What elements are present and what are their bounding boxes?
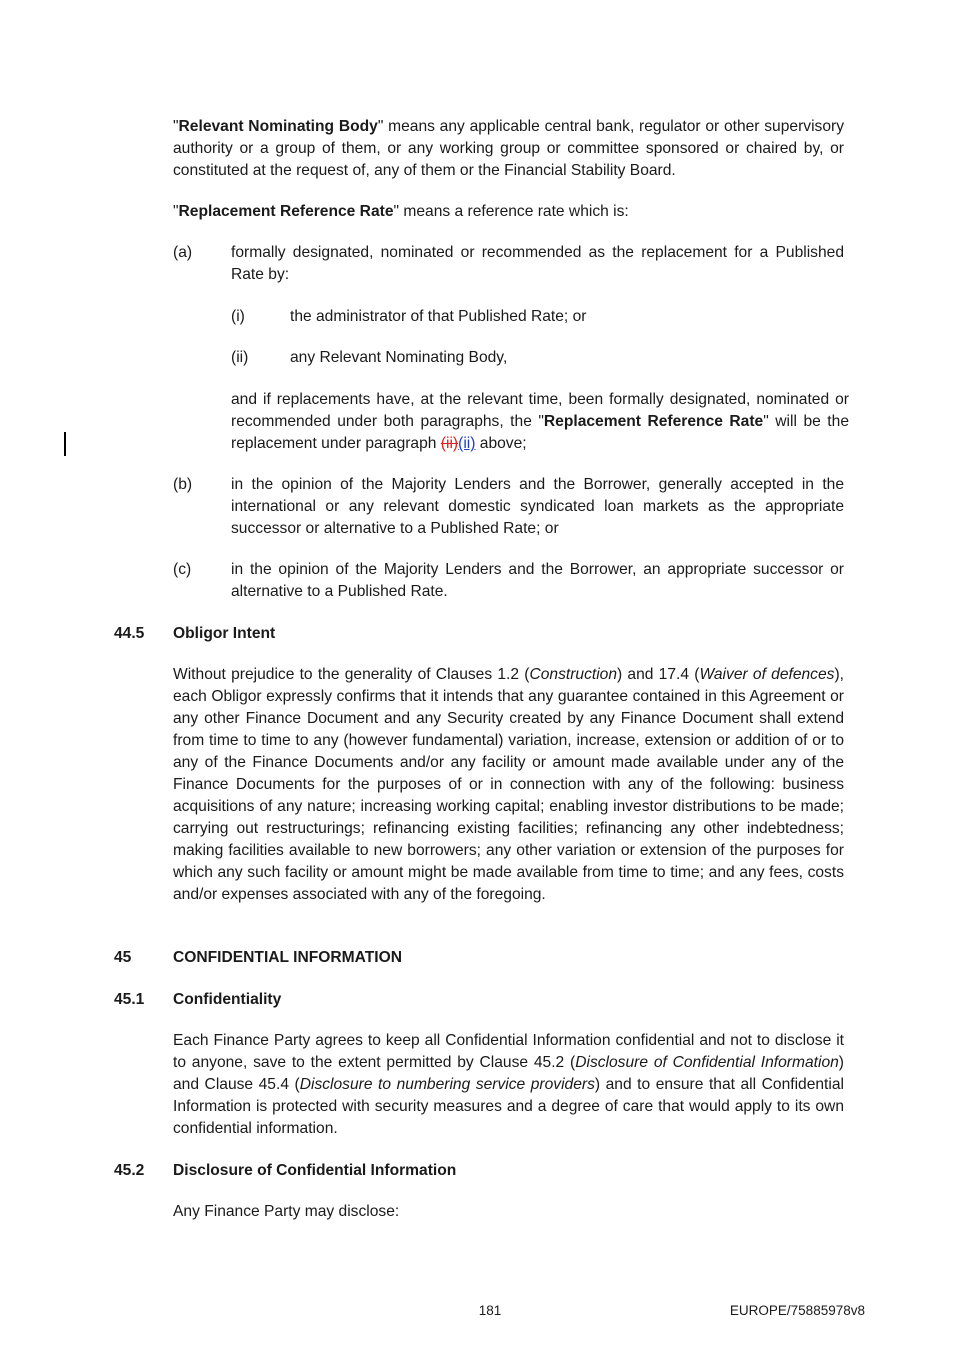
tracked-deletion: (ii) (440, 435, 459, 452)
clause-45-1-body: Each Finance Party agrees to keep all Confidential Information confidential and not to disclose it to anyone, save to the extent permitted by Clause 45.2 (Disclosure of Confidential Information) and Clause 45.4 (Disclosure to numbering service providers) and to ensure that all Confidential Information is protected with security measures and a degree of care that would apply to its own confidential information. (173, 1032, 844, 1137)
tracked-insertion: (ii) (458, 435, 476, 452)
definition-replacement-reference-rate: "Replacement Reference Rate" means a reference rate which is: (173, 203, 629, 220)
clause-number-45-1: 45.1 (114, 991, 145, 1008)
item-text-b: in the opinion of the Majority Lenders and the Borrower, generally accepted in the international or any relevant domestic syndicated loan markets as the appropriate successor or alternative to a Published Rate; or (231, 476, 844, 537)
clause-heading-confidential-information: CONFIDENTIAL INFORMATION (173, 949, 402, 966)
clause-heading-confidentiality: Confidentiality (173, 991, 282, 1008)
item-a-tail: and if replacements have, at the relevant time, been formally designated, nominated or recommended under both paragraphs, the "Replacement Reference Rate" will be the replacement under paragraph (ii)(ii) above; (231, 391, 849, 452)
subitem-label-i: (i) (231, 308, 245, 325)
item-label-a: (a) (173, 244, 193, 261)
subitem-text-ii: any Relevant Nominating Body, (290, 349, 508, 366)
item-text-c: in the opinion of the Majority Lenders and the Borrower, an appropriate successor or alternative to a Published Rate. (231, 561, 844, 600)
definition-relevant-nominating-body: "Relevant Nominating Body" means any applicable central bank, regulator or other supervisory authority or a group of them, or any working group or committee sponsored or chaired by, or constituted at the request of, any of them or the Financial Stability Board. (173, 118, 844, 179)
page-number: 181 (478, 1303, 502, 1318)
clause-number-44-5: 44.5 (114, 625, 145, 642)
clause-number-45-2: 45.2 (114, 1162, 145, 1179)
clause-heading-disclosure: Disclosure of Confidential Information (173, 1162, 457, 1179)
subitem-text-i: the administrator of that Published Rate; or (290, 308, 587, 325)
document-reference: EUROPE/75885978v8 (729, 1303, 865, 1318)
item-label-b: (b) (173, 476, 193, 493)
defined-term: Replacement Reference Rate (178, 203, 394, 220)
clause-45-2-body: Any Finance Party may disclose: (173, 1203, 400, 1220)
clause-44-5-body: Without prejudice to the generality of Clauses 1.2 (Construction) and 17.4 (Waiver of defences), each Obligor expressly confirms that it intends that any guarantee contained in this Agreement or any other Finance Document and any Security created by any Finance Document shall extend from time to time to any (however fundamental) variation, increase, extension or addition of or to any of the Finance Documents and/or any facility or amount made available under any of the Finance Documents for the purposes of or in connection with any of the following: business acquisitions of any nature; increasing working capital; enabling investor distributions to be made; carrying out restructurings; refinancing existing facilities; refinancing any other indebtedness; making facilities available to new borrowers; any other variation or extension of the purposes for which any such facility or amount might be made available from time to time; and any fees, costs and/or expenses associated with any of the foregoing. (173, 666, 844, 903)
defined-term: Replacement Reference Rate (543, 413, 764, 430)
defined-term: Relevant Nominating Body (178, 118, 378, 135)
item-text-a: formally designated, nominated or recommended as the replacement for a Published Rate by: (231, 244, 844, 283)
change-bar (64, 432, 66, 456)
subitem-label-ii: (ii) (231, 349, 249, 366)
item-label-c: (c) (173, 561, 192, 578)
clause-heading-obligor-intent: Obligor Intent (173, 625, 276, 642)
clause-number-45: 45 (114, 949, 132, 966)
